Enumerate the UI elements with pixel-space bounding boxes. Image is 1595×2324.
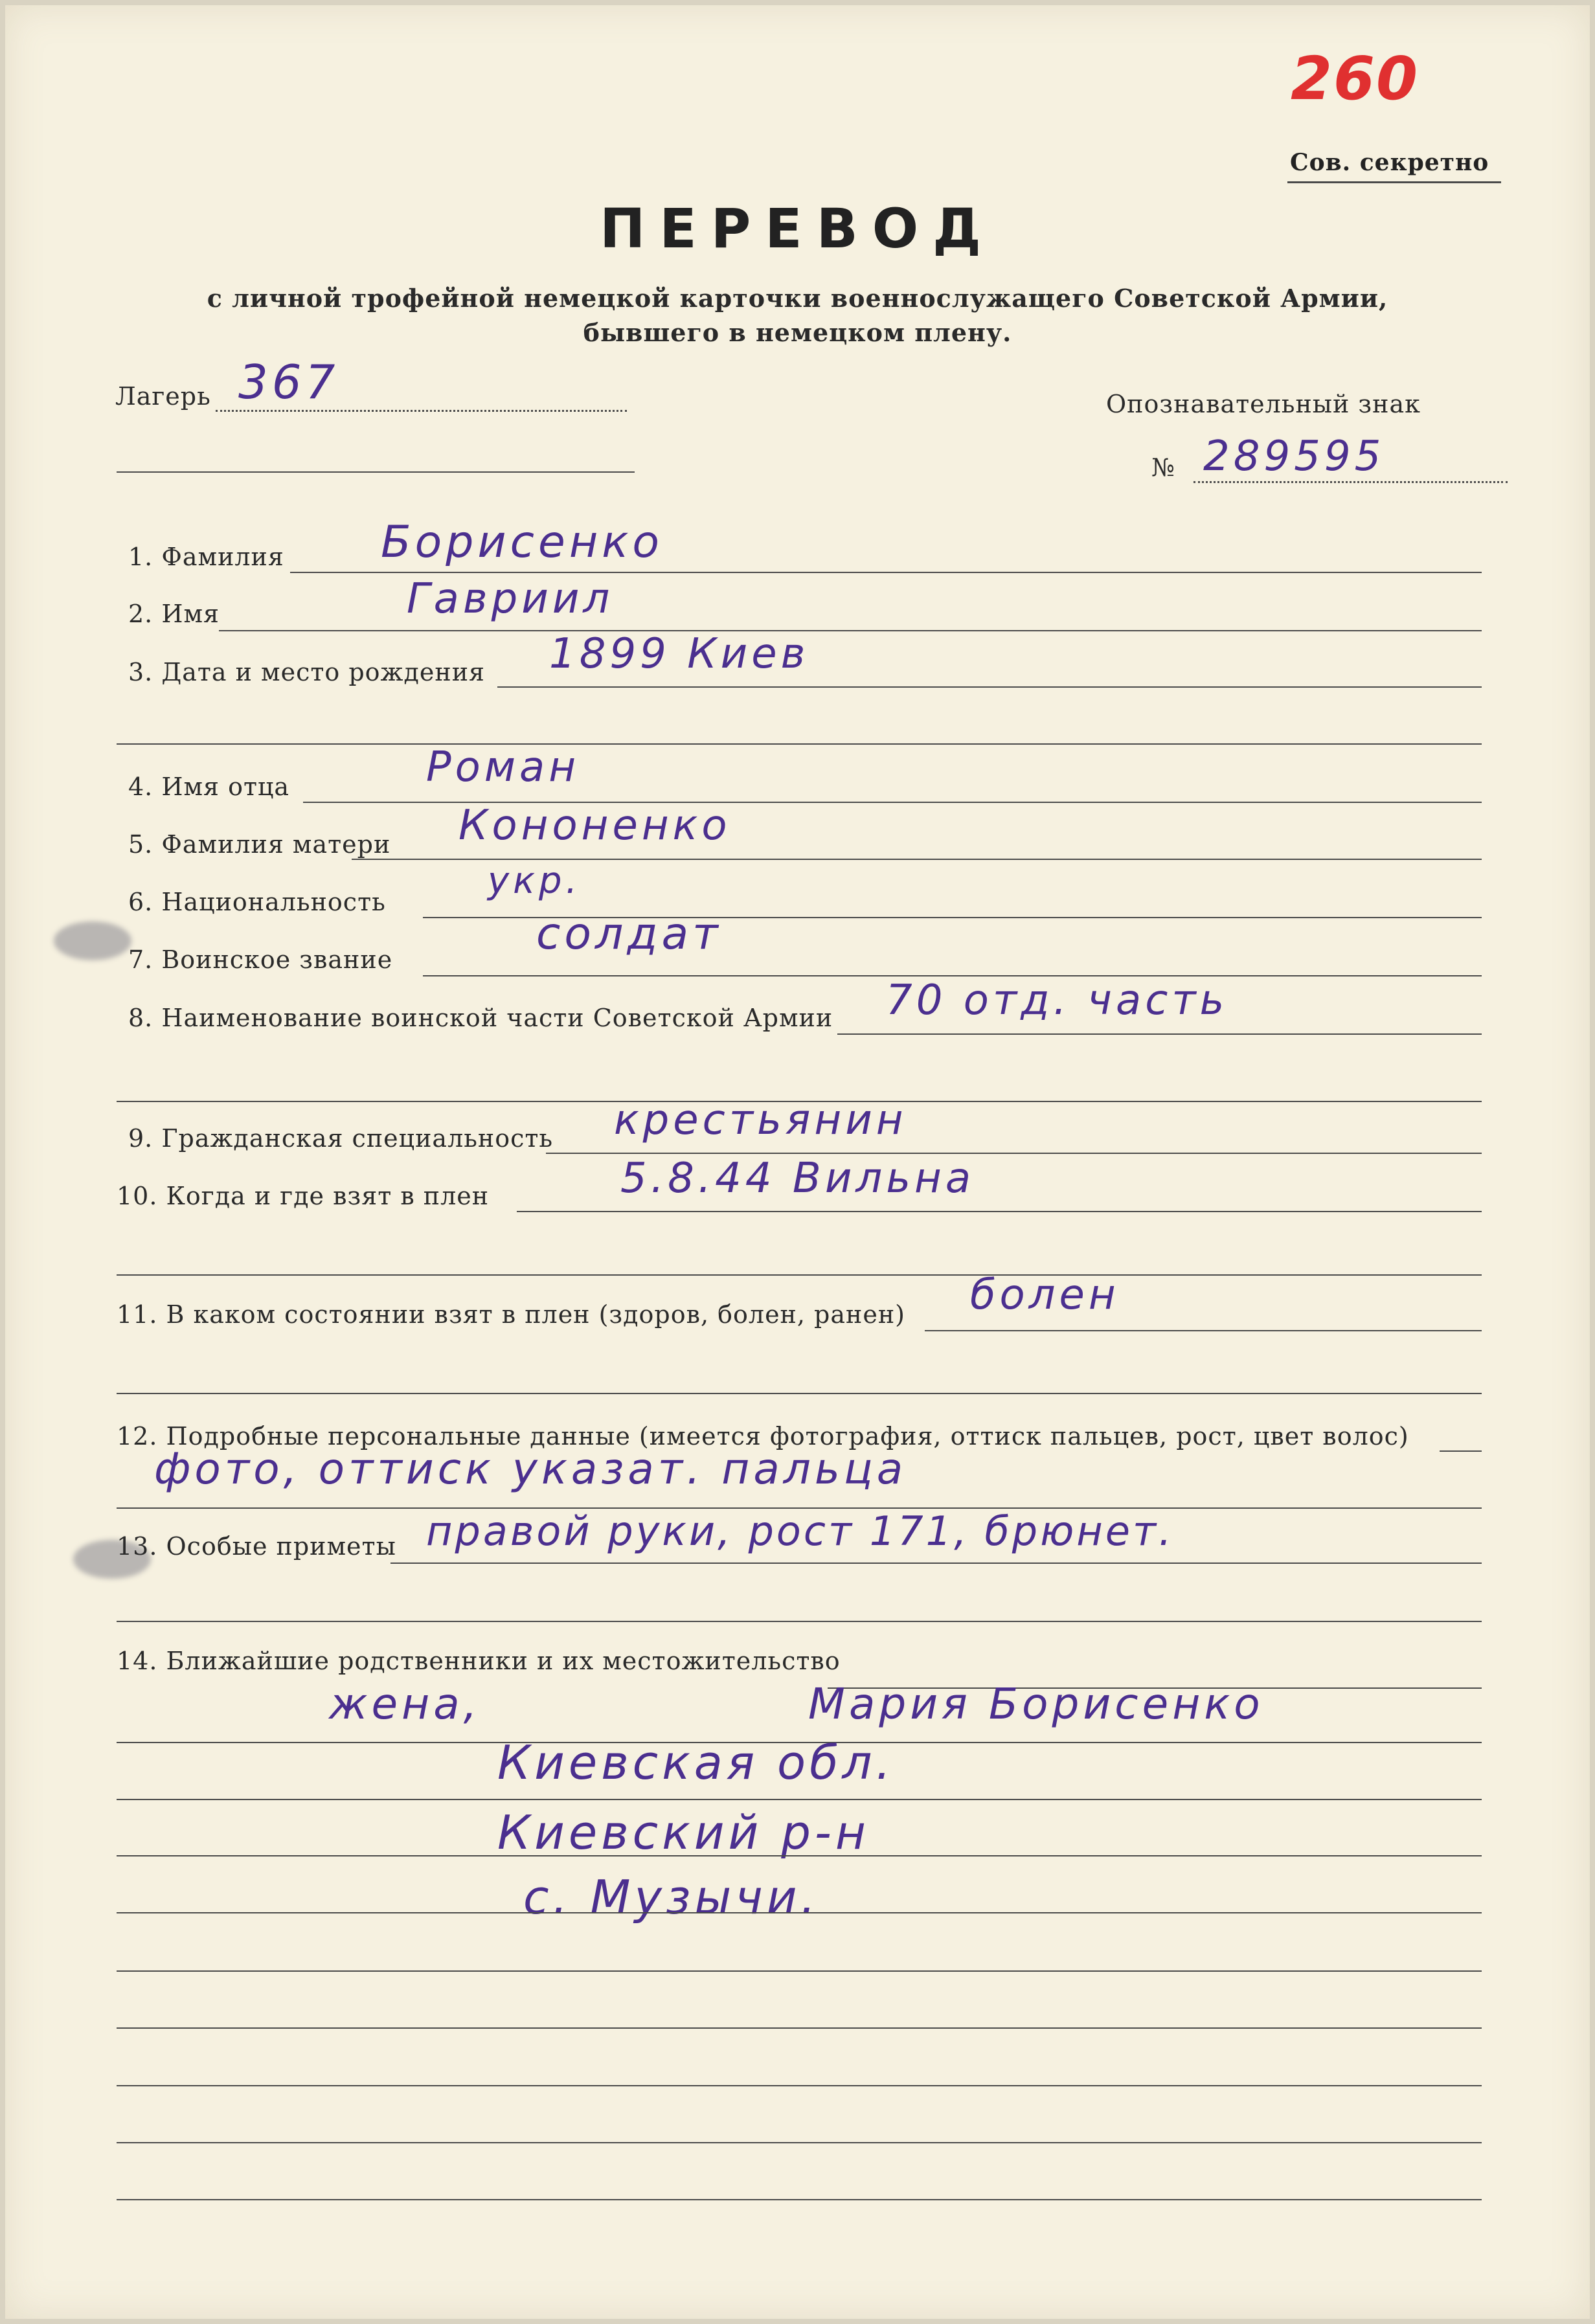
- classification-label: Сов. секретно: [1290, 149, 1489, 176]
- field-birth-line: [497, 686, 1482, 688]
- field-marks-line-2: [117, 1621, 1482, 1622]
- field-captured-value: 5.8.44 Вильна: [620, 1155, 975, 1202]
- field-mother-label: 5. Фамилия матери: [128, 830, 391, 859]
- field-name-value: Гавриил: [407, 575, 614, 623]
- field-name-label: 2. Имя: [128, 600, 220, 628]
- page-title: ПЕРЕВОД: [600, 197, 995, 260]
- field-name-line: [219, 630, 1482, 631]
- field-father-label: 4. Имя отца: [128, 773, 290, 801]
- field-surname-label: 1. Фамилия: [128, 543, 284, 571]
- field-relatives-line-4: [117, 1855, 1482, 1856]
- field-mother-value: Кононенко: [458, 802, 731, 850]
- subtitle-line-1: с личной трофейной немецкой карточки военнослужащего Советской Армии,: [207, 284, 1388, 313]
- field-captured-label: 10. Когда и где взят в плен: [117, 1182, 490, 1210]
- field-captured-line: [517, 1211, 1482, 1212]
- classification-underline: [1287, 181, 1501, 183]
- field-relatives-line-3: [117, 1799, 1482, 1800]
- field-relatives-line-5: [117, 1912, 1482, 1913]
- field-relatives-line-8: [117, 2085, 1482, 2086]
- id-tag-number-sign: №: [1151, 453, 1175, 482]
- field-birth-label: 3. Дата и место рождения: [128, 658, 486, 686]
- field-rank-label: 7. Воинское звание: [128, 945, 393, 974]
- document-sheet: [5, 5, 1590, 2319]
- camp-line-2: [117, 471, 635, 473]
- field-profession-value: крестьянин: [614, 1096, 907, 1144]
- field-nationality-value: укр.: [488, 860, 582, 902]
- field-birth-line-2: [117, 743, 1482, 745]
- subtitle-line-2: бывшего в немецком плену.: [583, 318, 1012, 347]
- field-condition-label: 11. В каком состоянии взят в плен (здоров, болен, ранен): [117, 1300, 905, 1329]
- field-marks-value: правой руки, рост 171, брюнет.: [426, 1507, 1174, 1555]
- field-condition-line-2: [117, 1393, 1482, 1394]
- field-profession-line: [546, 1153, 1482, 1154]
- field-relatives-value-2: Киевская обл.: [497, 1735, 895, 1790]
- field-profession-label: 9. Гражданская специальность: [128, 1124, 554, 1153]
- field-father-value: Роман: [426, 743, 580, 791]
- camp-value: 367: [238, 355, 339, 409]
- field-surname-value: Борисенко: [381, 517, 663, 568]
- field-relatives-label: 14. Ближайшие родственники и их местожительство: [117, 1647, 841, 1675]
- field-unit-line: [837, 1033, 1482, 1035]
- field-surname-line: [290, 572, 1482, 573]
- field-condition-line: [925, 1330, 1482, 1331]
- field-captured-line-2: [117, 1274, 1482, 1276]
- field-marks-label: 13. Особые приметы: [117, 1532, 396, 1561]
- field-rank-value: солдат: [536, 908, 722, 960]
- field-relatives-value-3: Киевский р-н: [497, 1805, 870, 1860]
- field-personal-label: 12. Подробные персональные данные (имеется фотография, оттиск пальцев, рост, цвет волос): [117, 1422, 1409, 1450]
- camp-line: [216, 410, 627, 412]
- field-relatives-value-1: жена,: [329, 1679, 481, 1729]
- field-relatives-line-10: [117, 2199, 1482, 2200]
- field-unit-value: 70 отд. часть: [886, 976, 1228, 1024]
- field-relatives-value-4: с. Музычи.: [523, 1870, 820, 1924]
- camp-label: Лагерь: [115, 382, 211, 411]
- field-nationality-label: 6. Национальность: [128, 888, 386, 916]
- field-marks-line: [390, 1562, 1482, 1564]
- id-tag-label: Опознавательный знак: [1106, 390, 1421, 418]
- id-tag-line: [1193, 481, 1508, 483]
- field-personal-value: фото, оттиск указат. пальца: [154, 1444, 907, 1494]
- field-relatives-value-1b: Мария Борисенко: [808, 1679, 1264, 1729]
- punch-hole-1: [54, 921, 131, 960]
- field-relatives-line-6: [117, 1970, 1482, 1972]
- field-unit-label: 8. Наименование воинской части Советской Армии: [128, 1004, 833, 1032]
- id-tag-value: 289595: [1203, 433, 1385, 480]
- field-personal-line: [1440, 1450, 1482, 1452]
- field-condition-value: болен: [970, 1271, 1120, 1319]
- archive-number: 260: [1291, 44, 1420, 113]
- field-relatives-line-7: [117, 2027, 1482, 2029]
- field-relatives-line-9: [117, 2142, 1482, 2143]
- field-birth-value: 1899 Киев: [549, 630, 809, 678]
